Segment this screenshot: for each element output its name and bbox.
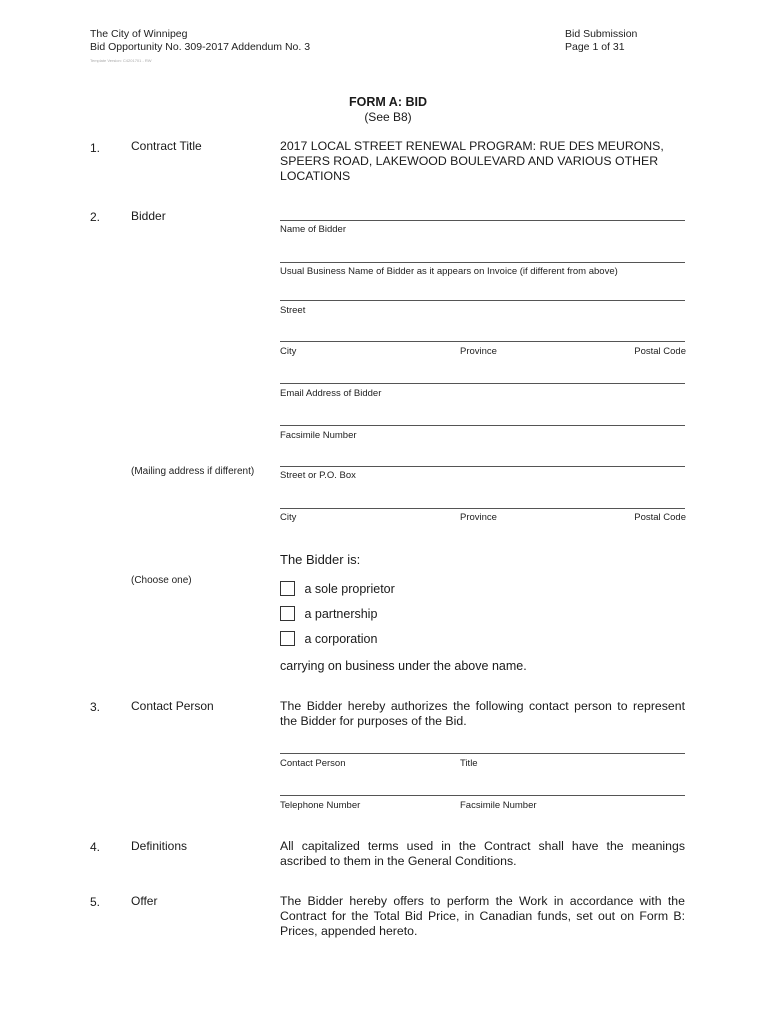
checkbox[interactable]	[280, 581, 295, 596]
email-caption: Email Address of Bidder	[280, 388, 382, 399]
section-5-label: Offer	[131, 894, 158, 908]
name-of-bidder-line[interactable]	[280, 220, 685, 221]
postal-code-caption: Postal Code	[634, 346, 686, 357]
form-title: FORM A: BID	[349, 95, 427, 109]
offer-text	[280, 894, 685, 939]
contact-person-line: the Bidder for purposes of the Bid.	[280, 714, 467, 728]
option-partnership[interactable]	[280, 605, 377, 623]
section-5-number: 5.	[90, 895, 101, 909]
postal-code-caption-2: Postal Code	[634, 512, 686, 523]
section-4-number: 4.	[90, 840, 101, 854]
usual-business-name-line[interactable]	[280, 262, 685, 263]
city-caption-2: City	[280, 512, 297, 523]
definitions-line: All capitalized terms used in the Contract shall have the meanings	[280, 839, 685, 853]
city-caption: City	[280, 346, 297, 357]
email-line[interactable]	[280, 383, 685, 384]
contract-title-text	[280, 139, 685, 184]
street-caption: Street	[280, 305, 306, 316]
title-caption: Title	[460, 758, 478, 769]
choose-one-note: (Choose one)	[131, 575, 192, 586]
bidder-is-label: The Bidder is:	[280, 552, 361, 567]
header-submission: Bid Submission	[565, 28, 638, 40]
option-label: a sole proprietor	[304, 581, 395, 596]
section-1-number: 1.	[90, 141, 101, 155]
telephone-caption: Telephone Number	[280, 800, 361, 811]
offer-line: Prices, appended hereto.	[280, 924, 418, 938]
header-org: The City of Winnipeg	[90, 28, 188, 40]
option-label: a corporation	[304, 631, 378, 646]
contact-person-text	[280, 699, 685, 729]
contact-fax-caption: Facsimile Number	[460, 800, 537, 811]
checkbox[interactable]	[280, 631, 295, 646]
province-caption-2: Province	[460, 512, 497, 523]
contact-person-caption: Contact Person	[280, 758, 346, 769]
province-caption: Province	[460, 346, 497, 357]
section-2-label: Bidder	[131, 209, 166, 223]
contract-title-line: LOCATIONS	[280, 169, 351, 183]
definitions-line: ascribed to them in the General Conditions.	[280, 854, 517, 868]
usual-business-name-caption: Usual Business Name of Bidder as it appears on Invoice (if different from above)	[280, 266, 618, 277]
street-po-caption: Street or P.O. Box	[280, 470, 356, 481]
carrying-on-text: carrying on business under the above name.	[280, 659, 527, 673]
contact-person-line: The Bidder hereby authorizes the following contact person to represent	[280, 699, 685, 713]
section-4-label: Definitions	[131, 839, 188, 853]
fax-caption: Facsimile Number	[280, 430, 357, 441]
name-of-bidder-caption: Name of Bidder	[280, 224, 347, 235]
contract-title-line: SPEERS ROAD, LAKEWOOD BOULEVARD AND VARIOUS OTHER	[280, 154, 659, 168]
option-sole-proprietor[interactable]	[280, 580, 395, 598]
form-subtitle: (See B8)	[364, 110, 412, 124]
section-3-label: Contact Person	[131, 699, 214, 713]
contract-title-line: 2017 LOCAL STREET RENEWAL PROGRAM: RUE DES MEURONS,	[280, 139, 664, 153]
offer-line: Contract for the Total Bid Price, in Canadian funds, set out on Form B:	[280, 909, 685, 923]
offer-line: The Bidder hereby offers to perform the Work in accordance with the	[280, 894, 685, 908]
option-corporation[interactable]	[280, 630, 377, 648]
header-page: Page 1 of 31	[565, 41, 625, 53]
section-2-number: 2.	[90, 210, 101, 224]
street-line[interactable]	[280, 300, 685, 301]
street-po-line[interactable]	[280, 466, 685, 467]
section-3-number: 3.	[90, 700, 101, 714]
city-province-postal-line[interactable]	[280, 341, 685, 342]
header-bid-opportunity: Bid Opportunity No. 309-2017 Addendum No. 3	[90, 41, 311, 53]
section-1-label: Contract Title	[131, 139, 202, 153]
telephone-fax-line[interactable]	[280, 795, 685, 796]
option-label: a partnership	[304, 606, 378, 621]
city-province-postal-line-2[interactable]	[280, 508, 685, 509]
fax-line[interactable]	[280, 425, 685, 426]
mailing-address-note: (Mailing address if different)	[131, 466, 255, 477]
header-template-version: Template Version: C4201701 - RW	[90, 58, 152, 63]
definitions-text	[280, 839, 685, 869]
contact-person-line-field[interactable]	[280, 753, 685, 754]
checkbox[interactable]	[280, 606, 295, 621]
